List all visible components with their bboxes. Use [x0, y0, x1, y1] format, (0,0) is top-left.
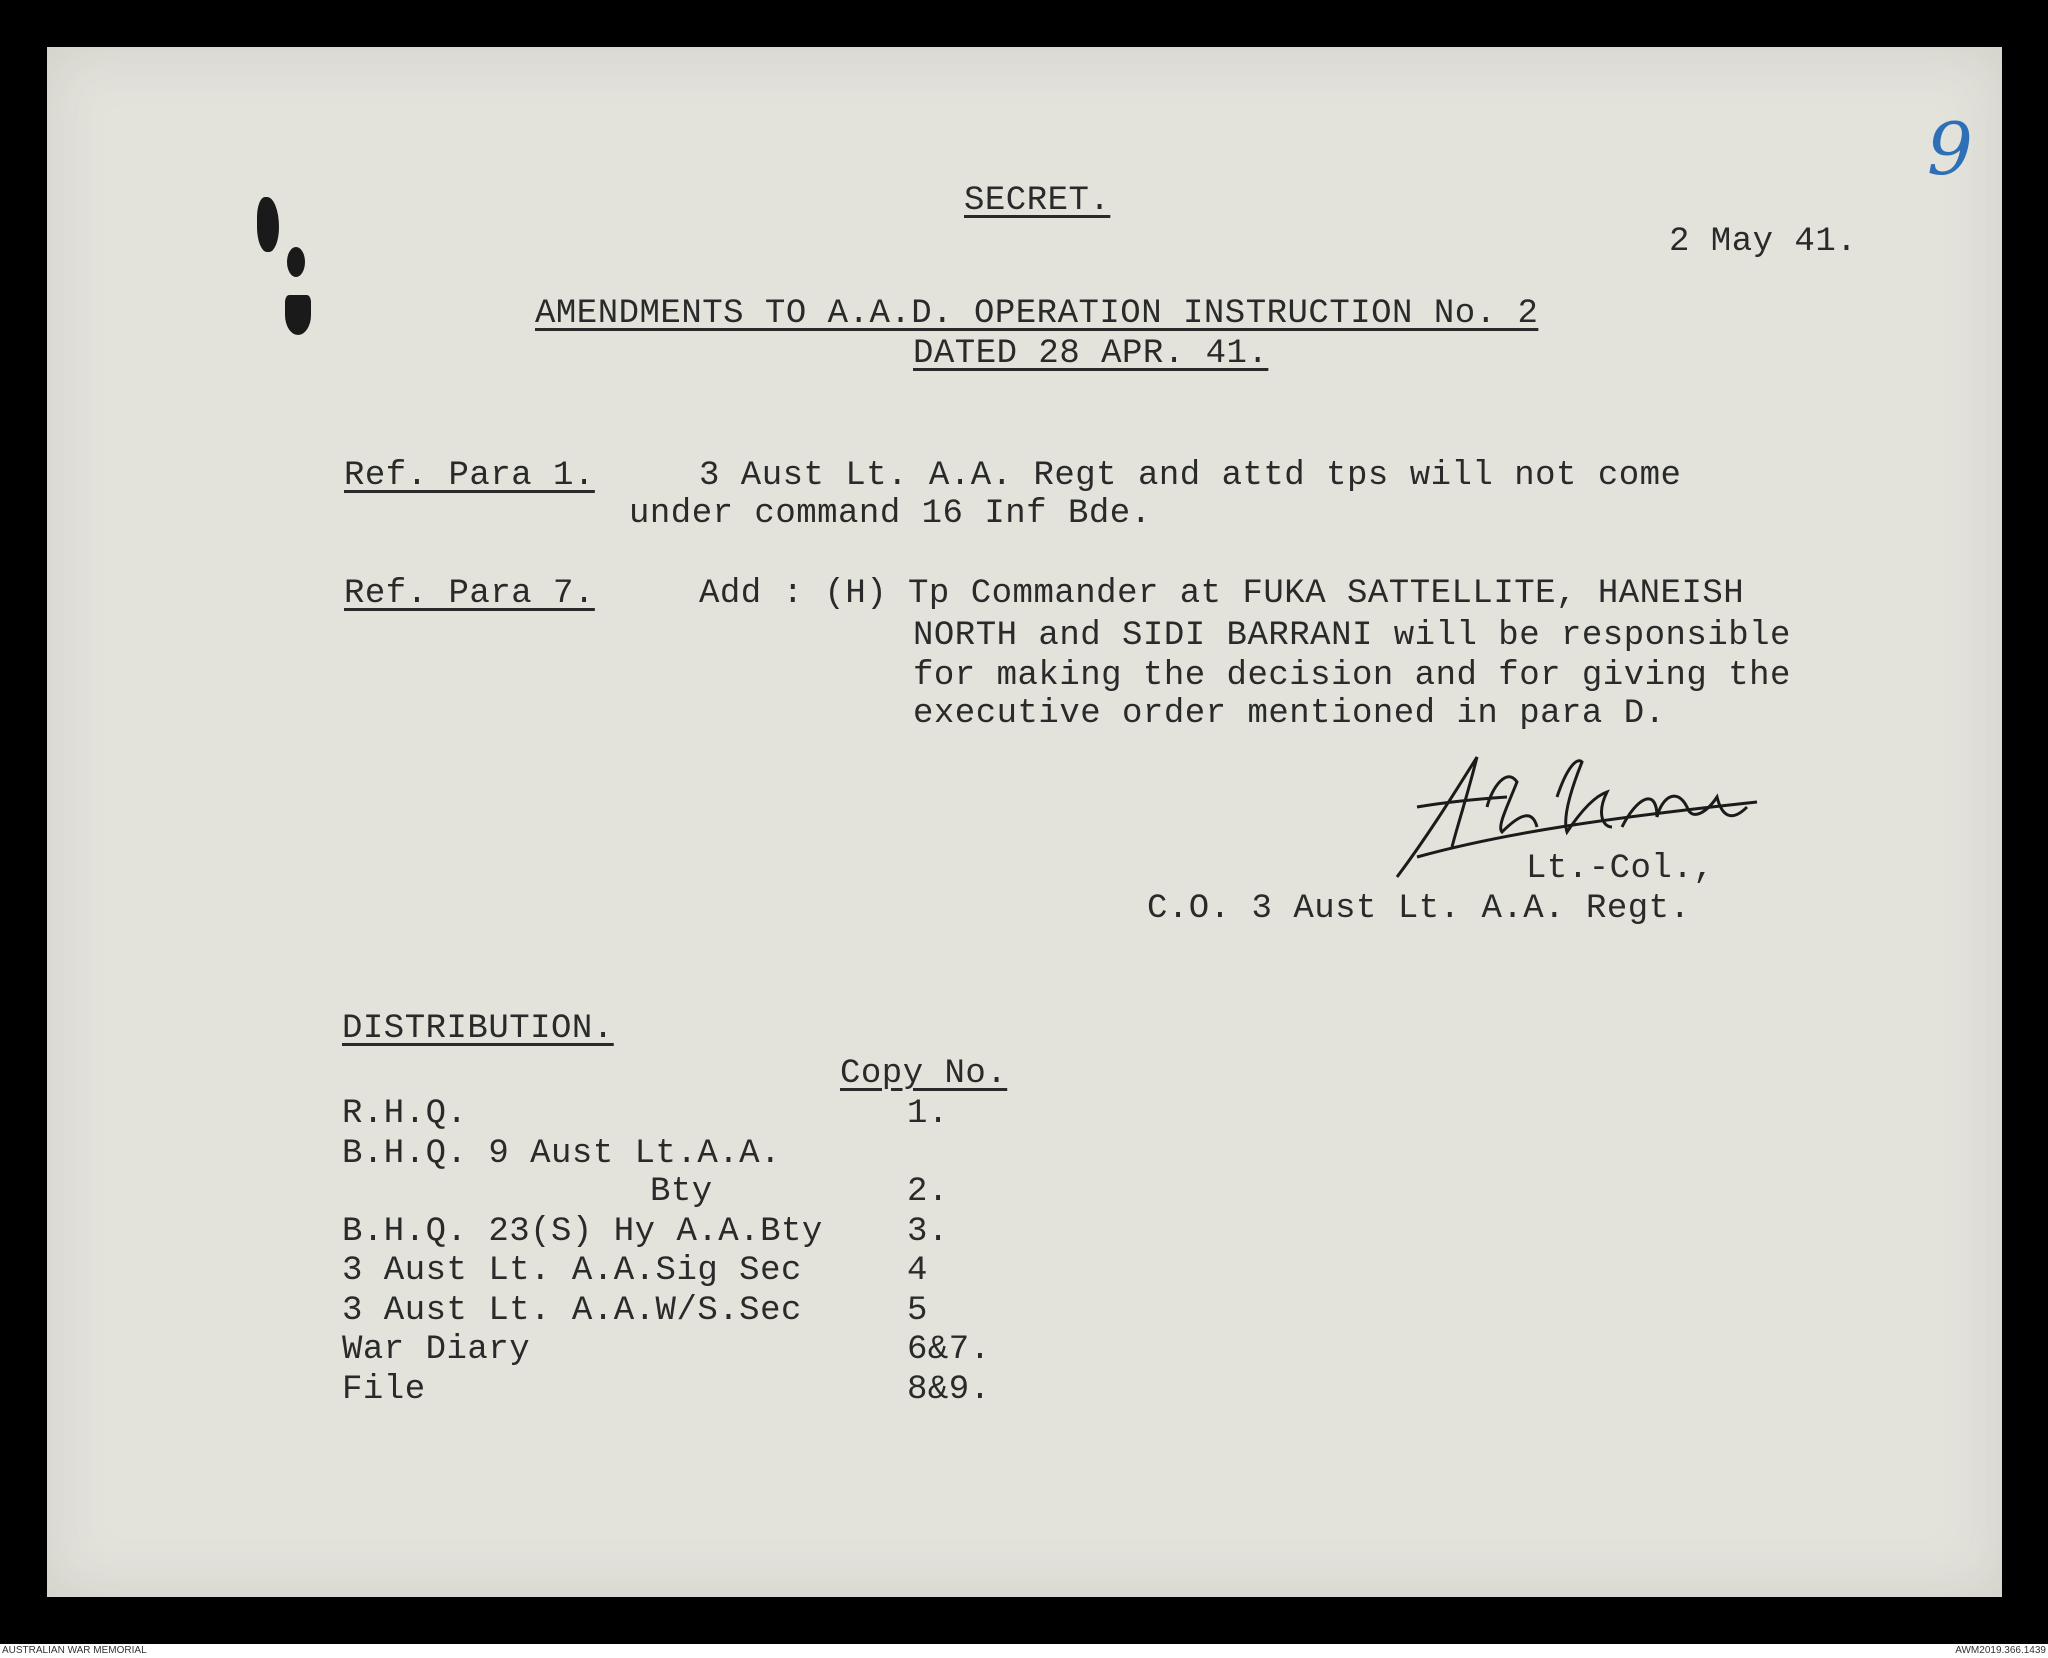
title-line-2: DATED 28 APR. 41. [913, 335, 1269, 373]
copy-number: 5 [907, 1292, 928, 1330]
para1-line-2: under command 16 Inf Bde. [629, 495, 1152, 533]
document-date: 2 May 41. [1669, 223, 1858, 261]
list-item: R.H.Q. [342, 1095, 468, 1133]
paper-damage [285, 295, 311, 335]
list-item: B.H.Q. 9 Aust Lt.A.A. [342, 1135, 781, 1173]
signature-unit: C.O. 3 Aust Lt. A.A. Regt. [1147, 890, 1691, 928]
page-number: 9 [1927, 107, 1973, 191]
document-page [47, 47, 2002, 1597]
footer-left: AUSTRALIAN WAR MEMORIAL [2, 1645, 147, 1656]
copy-number: 4 [907, 1252, 928, 1290]
para7-line-3: for making the decision and for giving the [913, 657, 1791, 695]
distribution-heading: DISTRIBUTION. [342, 1010, 614, 1048]
archive-footer [0, 1644, 2048, 1658]
title-line-1: AMENDMENTS TO A.A.D. OPERATION INSTRUCTION No. 2 [535, 295, 1539, 333]
signature-rank: Lt.-Col., [1526, 850, 1715, 888]
para7-line-4: executive order mentioned in para D. [913, 695, 1666, 733]
paper-damage [257, 197, 279, 252]
copy-number: 6&7. [907, 1331, 991, 1369]
copy-no-header: Copy No. [840, 1055, 1008, 1093]
para7-line-2: NORTH and SIDI BARRANI will be responsible [913, 617, 1791, 655]
list-item: 3 Aust Lt. A.A.W/S.Sec [342, 1292, 802, 1330]
copy-number: 3. [907, 1213, 949, 1251]
list-item: War Diary [342, 1331, 531, 1369]
copy-number: 1. [907, 1095, 949, 1133]
para1-line-1: 3 Aust Lt. A.A. Regt and attd tps will not come [699, 457, 1682, 495]
list-item: Bty [650, 1173, 713, 1211]
para1-ref: Ref. Para 1. [344, 457, 595, 495]
list-item: File [342, 1371, 426, 1409]
list-item: B.H.Q. 23(S) Hy A.A.Bty [342, 1213, 823, 1251]
copy-number: 2. [907, 1173, 949, 1211]
paper-damage [287, 247, 305, 277]
footer-right: AWM2019.366.1439 [1955, 1645, 2046, 1656]
secret-heading: SECRET. [964, 182, 1111, 220]
para7-ref: Ref. Para 7. [344, 575, 595, 613]
list-item: 3 Aust Lt. A.A.Sig Sec [342, 1252, 802, 1290]
para7-line-1: Add : (H) Tp Commander at FUKA SATTELLITE, HANEISH [699, 575, 1745, 613]
copy-number: 8&9. [907, 1371, 991, 1409]
